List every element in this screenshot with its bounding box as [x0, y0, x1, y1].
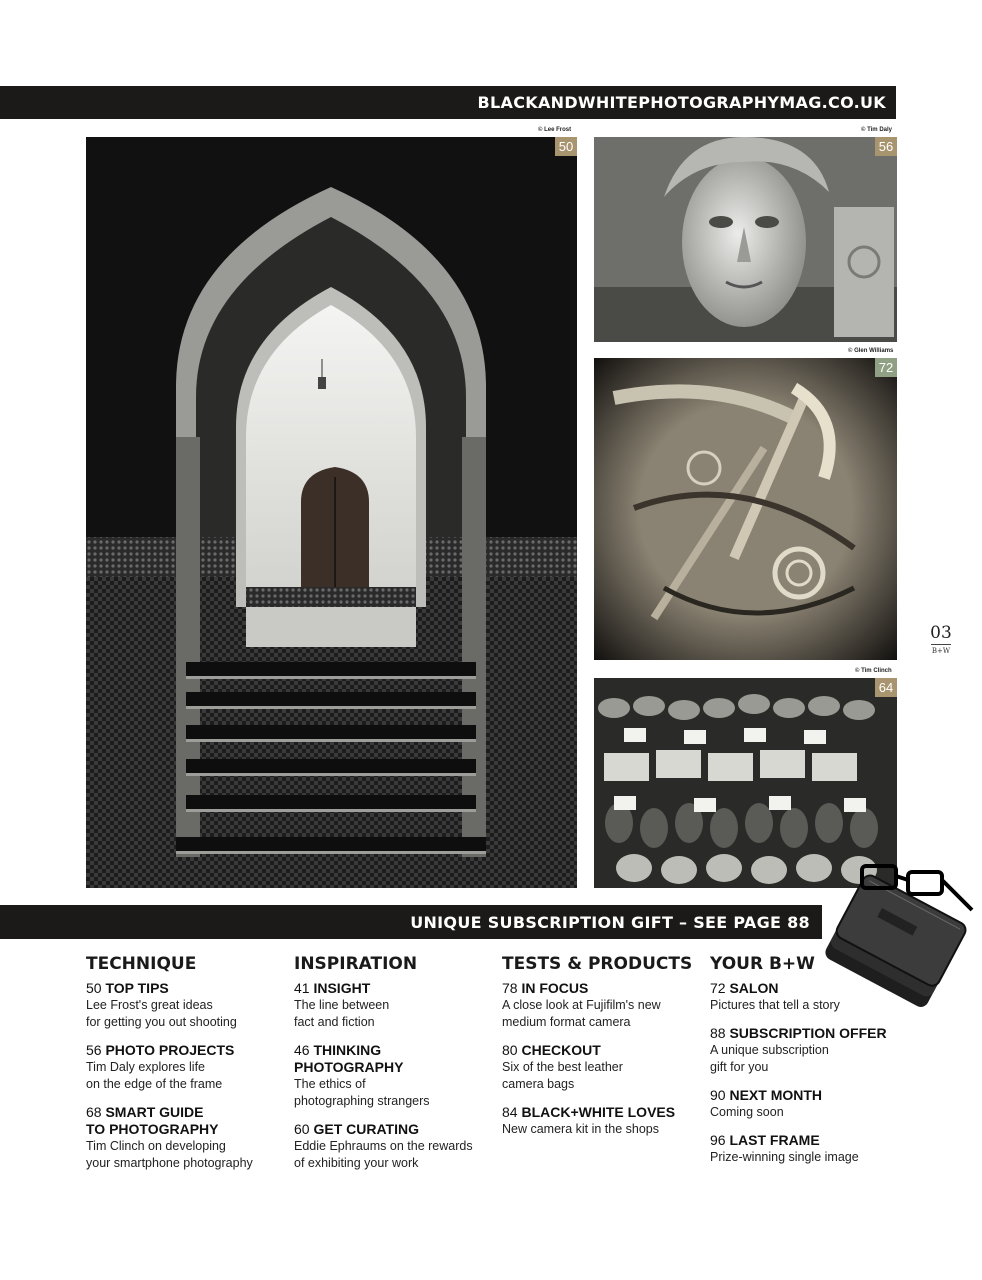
entry-title: THINKING PHOTOGRAPHY	[294, 1042, 404, 1075]
contents-entry[interactable]	[502, 1104, 702, 1138]
section-title: YOUR B+W	[710, 954, 815, 974]
entry-page: 78	[502, 980, 518, 996]
contents-entry[interactable]	[86, 1042, 286, 1093]
entry-page: 88	[710, 1025, 726, 1041]
contents-entry[interactable]	[294, 1121, 494, 1172]
statue-photo[interactable]	[594, 137, 897, 342]
entry-page: 41	[294, 980, 310, 996]
entry-title: LAST FRAME	[729, 1132, 820, 1148]
photo-credit-main: © Lee Frost	[538, 127, 572, 133]
contents-entry[interactable]	[710, 1132, 890, 1166]
entry-page: 90	[710, 1087, 726, 1103]
page-number: 03	[930, 623, 952, 643]
page-badge-main: 50	[555, 137, 577, 156]
entry-page: 68	[86, 1104, 102, 1120]
still-life-image	[594, 358, 897, 660]
entry-description: Prize-winning single image	[710, 1150, 859, 1164]
photo-credit-statue: © Tim Daly	[861, 127, 892, 133]
entry-page: 60	[294, 1121, 310, 1137]
section-your-bw	[710, 954, 890, 1177]
website-url: BLACKANDWHITEPHOTOGRAPHYMAG.CO.UK	[477, 93, 886, 112]
section-title: INSPIRATION	[294, 954, 418, 974]
contents-entry[interactable]	[294, 980, 494, 1031]
entry-description: New camera kit in the shops	[502, 1122, 660, 1136]
page-badge-still-life: 72	[875, 358, 897, 377]
entry-page: 56	[86, 1042, 102, 1058]
entry-description: The line between fact and fiction	[294, 998, 390, 1029]
contents-entry[interactable]	[710, 980, 890, 1014]
contents-entry[interactable]	[86, 980, 286, 1031]
entry-description: Tim Daly explores life on the edge of the frame	[86, 1060, 223, 1091]
archway-image	[86, 137, 577, 888]
entry-page: 46	[294, 1042, 310, 1058]
statue-image	[594, 137, 897, 342]
folio-rule	[931, 644, 951, 645]
section-technique	[86, 954, 286, 1183]
entry-title: IN FOCUS	[521, 980, 589, 996]
page-folio	[926, 624, 956, 655]
main-photo-archway[interactable]	[86, 137, 577, 888]
entry-title: INSIGHT	[313, 980, 371, 996]
contents-entry[interactable]	[502, 1042, 702, 1093]
entry-title: CHECKOUT	[521, 1042, 601, 1058]
entry-title: SMART GUIDE TO PHOTOGRAPHY	[86, 1104, 219, 1137]
entry-title: SALON	[729, 980, 779, 996]
entry-page: 84	[502, 1104, 518, 1120]
entry-page: 80	[502, 1042, 518, 1058]
still-life-photo[interactable]	[594, 358, 897, 660]
photo-credit-still-life: © Glen Williams	[848, 348, 894, 354]
section-tests-products	[502, 954, 702, 1149]
contents-entry[interactable]	[710, 1087, 890, 1121]
entry-description: Eddie Ephraums on the rewards of exhibiting your work	[294, 1139, 473, 1170]
gift-banner-text: UNIQUE SUBSCRIPTION GIFT – SEE PAGE 88	[410, 912, 810, 932]
page-badge-market: 64	[875, 678, 897, 697]
entry-title: NEXT MONTH	[729, 1087, 823, 1103]
entry-title: BLACK+WHITE LOVES	[521, 1104, 676, 1120]
entry-page: 96	[710, 1132, 726, 1148]
section-title: TESTS & PRODUCTS	[502, 954, 693, 974]
entry-title: PHOTO PROJECTS	[105, 1042, 235, 1058]
magazine-mark: B+W	[931, 647, 951, 655]
contents-entry[interactable]	[294, 1042, 494, 1110]
photo-credit-market: © Tim Clinch	[855, 668, 892, 674]
website-banner	[0, 86, 896, 119]
page-badge-statue: 56	[875, 137, 897, 156]
entry-description: Lee Frost's great ideas for getting you out shooting	[86, 998, 237, 1029]
contents-entry[interactable]	[86, 1104, 286, 1172]
entry-description: Pictures that tell a story	[710, 998, 840, 1012]
entry-description: Six of the best leather camera bags	[502, 1060, 623, 1091]
entry-description: Tim Clinch on developing your smartphone photography	[86, 1139, 253, 1170]
entry-description: A unique subscription gift for you	[710, 1043, 829, 1074]
section-inspiration	[294, 954, 494, 1183]
contents-entry[interactable]	[502, 980, 702, 1031]
entry-description: Coming soon	[710, 1105, 784, 1119]
entry-title: GET CURATING	[313, 1121, 419, 1137]
entry-page: 72	[710, 980, 726, 996]
entry-title: TOP TIPS	[105, 980, 169, 996]
entry-description: The ethics of photographing strangers	[294, 1077, 430, 1108]
subscription-gift-banner[interactable]	[0, 905, 822, 939]
contents-entry[interactable]	[710, 1025, 890, 1076]
entry-description: A close look at Fujifilm's new medium format camera	[502, 998, 661, 1029]
entry-page: 50	[86, 980, 102, 996]
section-title: TECHNIQUE	[86, 954, 197, 974]
entry-title: SUBSCRIPTION OFFER	[729, 1025, 887, 1041]
